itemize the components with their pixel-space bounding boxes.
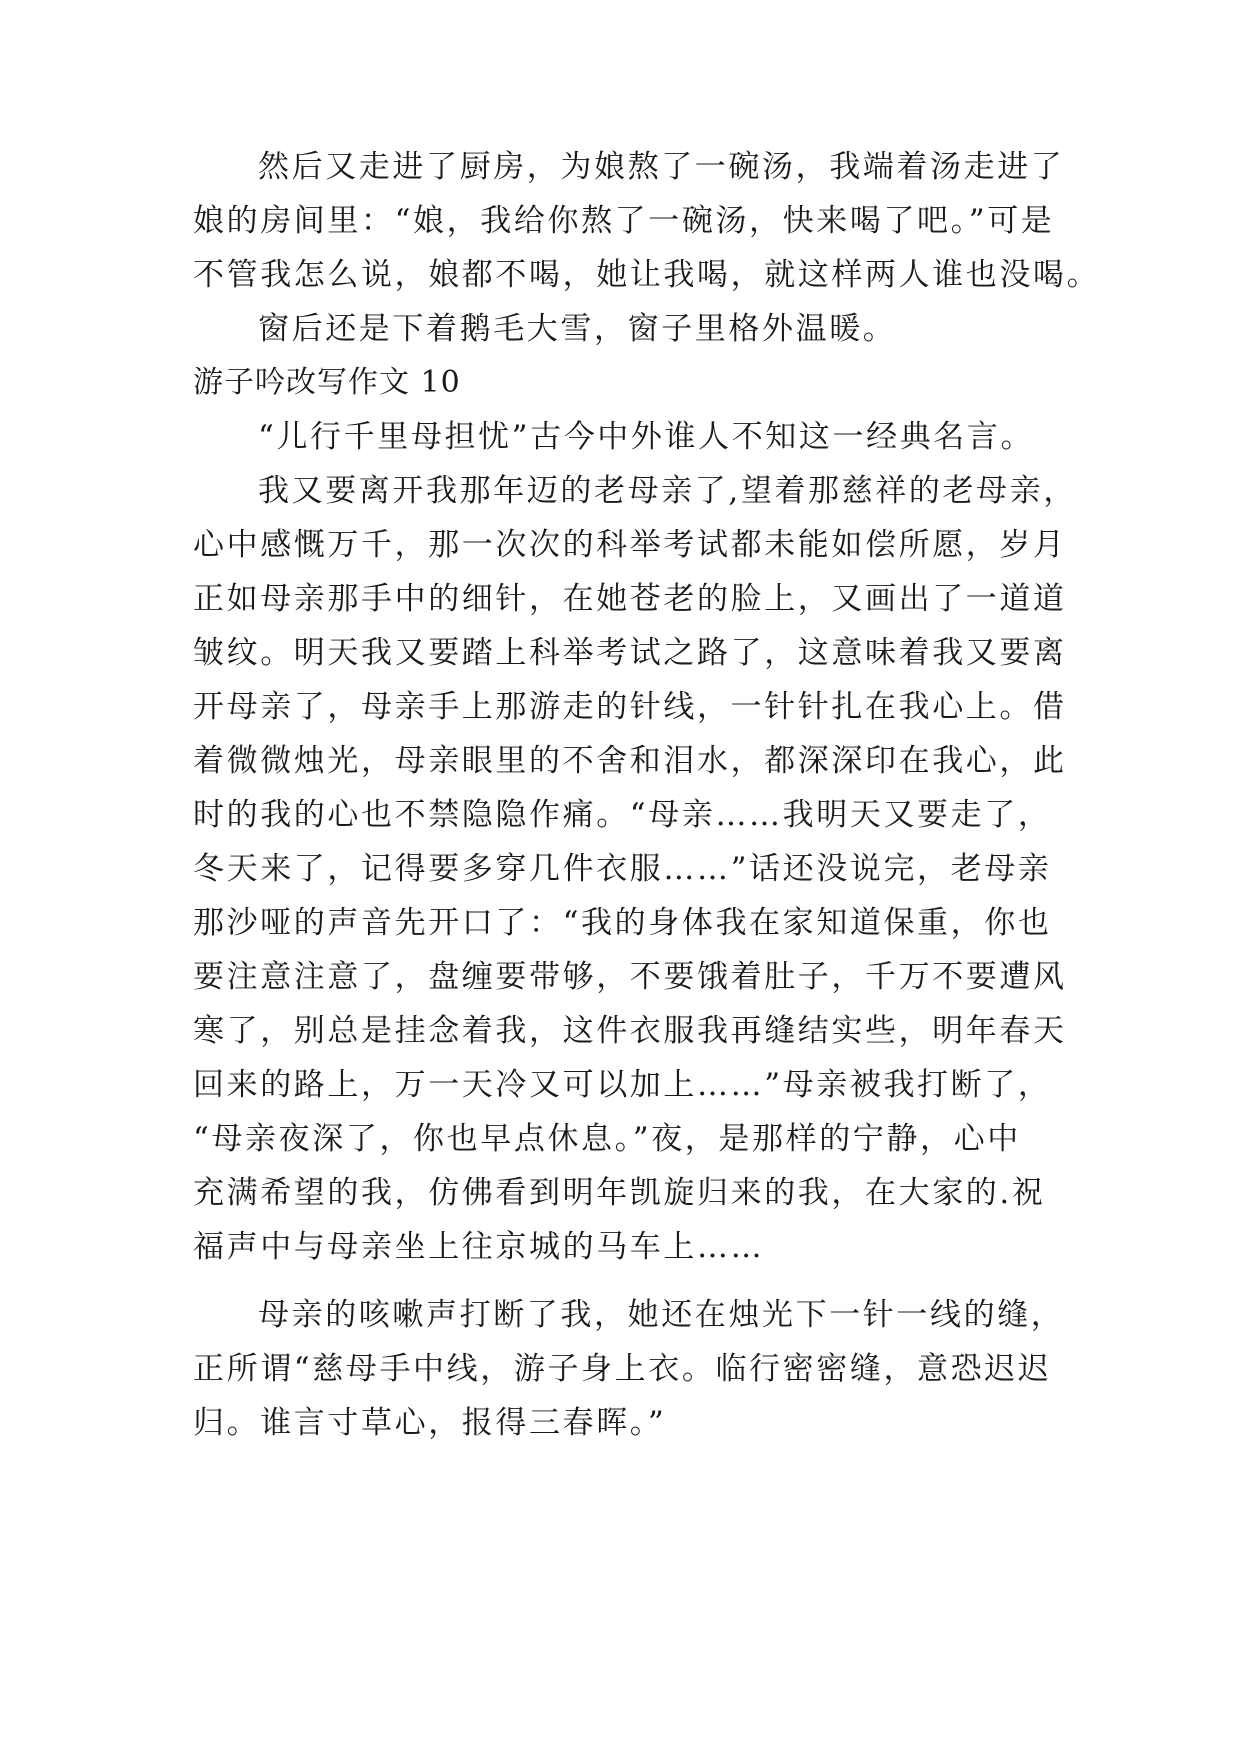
paragraph-line: “母亲夜深了，你也早点休息。”夜，是那样的宁静，心中 — [193, 1121, 1021, 1157]
paragraph-line: 我又要离开我那年迈的老母亲了,望着那慈祥的老母亲， — [258, 473, 1077, 509]
paragraph-line: 时的我的心也不禁隐隐作痛。“母亲……我明天又要走了， — [193, 797, 1052, 833]
paragraph-line: 要注意注意了，盘缠要带够，不要饿着肚子，千万不要遭风 — [193, 959, 1067, 995]
paragraph-line: 不管我怎么说，娘都不喝，她让我喝，就这样两人谁也没喝。 — [193, 257, 1101, 293]
paragraph-line: 那沙哑的声音先开口了：“我的身体我在家知道保重，你也 — [193, 905, 1052, 941]
paragraph-line: 开母亲了，母亲手上那游走的针线，一针针扎在我心上。借 — [193, 689, 1067, 725]
paragraph-line: 回来的路上，万一天冷又可以加上……”母亲被我打断了， — [193, 1067, 1052, 1103]
paragraph-line: 充满希望的我，仿佛看到明年凯旋归来的我，在大家的.祝 — [193, 1175, 1046, 1211]
paragraph-line: 着微微烛光，母亲眼里的不舍和泪水，都深深印在我心，此 — [193, 743, 1067, 779]
paragraph-line: 寒了，别总是挂念着我，这件衣服我再缝结实些，明年春天 — [193, 1013, 1067, 1049]
paragraph-line: 窗后还是下着鹅毛大雪，窗子里格外温暖。 — [258, 311, 897, 347]
section-heading: 游子吟改写作文 10 — [193, 365, 461, 400]
paragraph-line: “儿行千里母担忧”古今中外谁人不知这一经典名言。 — [258, 419, 1035, 455]
paragraph-line: 母亲的咳嗽声打断了我，她还在烛光下一针一线的缝， — [258, 1297, 1065, 1333]
paragraph-line: 福声中与母亲坐上往京城的马车上…… — [193, 1229, 765, 1265]
paragraph-line: 然后又走进了厨房，为娘熬了一碗汤，我端着汤走进了 — [258, 149, 1065, 185]
paragraph-line: 归。谁言寸草心，报得三春晖。” — [193, 1405, 667, 1441]
paragraph-line: 正如母亲那手中的细针，在她苍老的脸上，又画出了一道道 — [193, 581, 1067, 617]
paragraph-line: 正所谓“慈母手中线，游子身上衣。临行密密缝，意恐迟迟 — [193, 1351, 1052, 1387]
paragraph-line: 冬天来了，记得要多穿几件衣服……”话还没说完，老母亲 — [193, 851, 1052, 887]
paragraph-line: 皱纹。明天我又要踏上科举考试之路了，这意味着我又要离 — [193, 635, 1067, 671]
paragraph-line: 心中感慨万千，那一次次的科举考试都未能如偿所愿，岁月 — [193, 527, 1067, 563]
paragraph-line: 娘的房间里：“娘，我给你熬了一碗汤，快来喝了吧。”可是 — [193, 203, 1055, 239]
